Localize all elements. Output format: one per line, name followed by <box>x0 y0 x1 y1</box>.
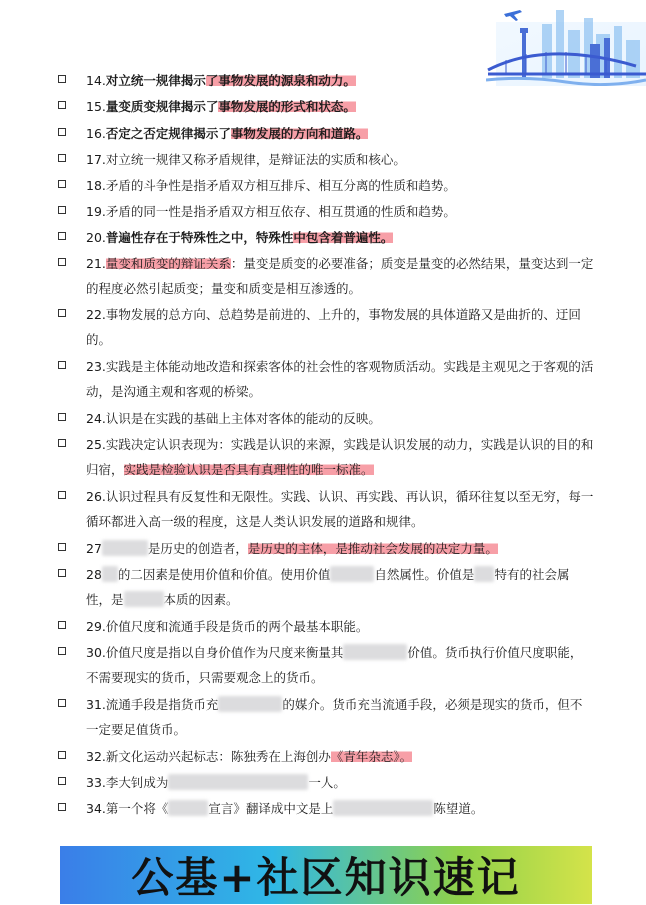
checkbox-icon[interactable] <box>58 75 66 83</box>
redacted-blur <box>333 800 433 816</box>
redacted-blur <box>168 800 208 816</box>
item-text-segment: 量变质变规律揭示了 <box>105 99 219 114</box>
item-text-segment: 事物发展的总方向、总趋势是前进的、上升的，事物发展的具体道路又是曲折的、迂回的。 <box>86 307 581 347</box>
highlighted-text: 事物发展的方向和道路。 <box>230 126 369 141</box>
checkbox-icon[interactable] <box>58 361 66 369</box>
redacted-blur <box>168 774 308 790</box>
item-number: 26. <box>86 489 106 504</box>
item-number: 31. <box>86 697 106 712</box>
item-number: 32. <box>86 749 106 764</box>
title-banner <box>60 846 592 904</box>
item-number: 24. <box>86 411 106 426</box>
highlighted-text: 量变和质变的辩证关系 <box>105 256 231 271</box>
item-number: 15. <box>86 99 106 114</box>
highlighted-text: 实践是检验认识是否具有真理性的唯一标准。 <box>123 462 374 477</box>
redacted-blur <box>102 540 148 556</box>
item-text-segment: 普遍性存在于特殊性之中，特殊性 <box>105 230 294 245</box>
redacted-blur <box>218 696 282 712</box>
item-text <box>86 744 594 769</box>
item-text-segment: 李大钊成为 <box>105 775 169 790</box>
item-text <box>86 251 594 301</box>
item-number: 17. <box>86 152 106 167</box>
item-text-segment: 否定之否定规律揭示了 <box>105 126 231 141</box>
item-text-segment: 价值尺度是指以自身价值作为尺度来衡量其 <box>105 645 344 660</box>
item-text <box>86 770 594 795</box>
redacted-blur <box>474 566 494 582</box>
checkbox-icon[interactable] <box>58 309 66 317</box>
item-text <box>86 536 594 561</box>
item-text <box>86 94 594 119</box>
highlighted-text: 事物发展的形式和状态。 <box>218 99 356 114</box>
item-number: 18. <box>86 178 106 193</box>
item-number: 22. <box>86 307 106 322</box>
item-text <box>86 692 594 742</box>
item-text <box>86 432 594 482</box>
item-text-segment: 陈望道。 <box>433 801 484 816</box>
item-number: 20. <box>86 230 106 245</box>
item-text-segment: 是历史的创造者， <box>147 541 248 556</box>
item-text-segment: 认识过程具有反复性和无限性。实践、认识、再实践、再认识，循环往复以至无穷，每一循环都进入高一级的程度，这是人类认识发展的道路和规律。 <box>86 489 594 529</box>
highlighted-text: 是历史的主体，是推动社会发展的决定力量。 <box>247 541 498 556</box>
item-number: 30. <box>86 645 106 660</box>
item-text-segment: 新文化运动兴起标志：陈独秀在上海创办 <box>105 749 331 764</box>
item-text <box>86 406 594 431</box>
checkbox-icon[interactable] <box>58 647 66 655</box>
item-text <box>86 484 594 534</box>
checkbox-icon[interactable] <box>58 699 66 707</box>
checkbox-icon[interactable] <box>58 569 66 577</box>
checkbox-icon[interactable] <box>58 439 66 447</box>
checkbox-icon[interactable] <box>58 206 66 214</box>
item-text-segment: 的二因素是使用价值和价值。使用价值 <box>117 567 331 582</box>
checkbox-icon[interactable] <box>58 232 66 240</box>
checkbox-icon[interactable] <box>58 101 66 109</box>
checkbox-icon[interactable] <box>58 621 66 629</box>
redacted-blur <box>343 644 407 660</box>
airplane-icon <box>504 10 522 21</box>
highlighted-text: 《青年杂志》。 <box>330 749 413 764</box>
item-number: 29. <box>86 619 106 634</box>
item-number: 21. <box>86 256 106 271</box>
item-text <box>86 354 594 404</box>
item-text-segment: 矛盾的斗争性是指矛盾双方相互排斥、相互分离的性质和趋势。 <box>105 178 456 193</box>
item-text-segment: 对立统一规律又称矛盾规律，是辩证法的实质和核心。 <box>105 152 406 167</box>
item-text <box>86 302 594 352</box>
checkbox-icon[interactable] <box>58 751 66 759</box>
item-number: 27 <box>86 541 102 556</box>
item-number: 33. <box>86 775 106 790</box>
item-number: 19. <box>86 204 106 219</box>
item-text <box>86 225 594 250</box>
item-text <box>86 562 594 612</box>
checkbox-icon[interactable] <box>58 413 66 421</box>
item-text-segment: 认识是在实践的基础上主体对客体的能动的反映。 <box>105 411 381 426</box>
item-text-segment: 价值。货币执行价值尺度职能，不需要现实的货币，只需要观念上的货币。 <box>86 645 583 685</box>
redacted-blur <box>124 591 164 607</box>
item-number: 14. <box>86 73 106 88</box>
redacted-blur <box>330 566 374 582</box>
item-text <box>86 173 594 198</box>
item-text-segment: 实践是主体能动地改造和探索客体的社会性的客观物质活动。实践是主观见之于客观的活动，是沟通主观和客观的桥梁。 <box>86 359 594 399</box>
item-number: 25. <box>86 437 106 452</box>
item-number: 28 <box>86 567 102 582</box>
checkbox-icon[interactable] <box>58 543 66 551</box>
highlighted-text: 中包含着普遍性。 <box>293 230 394 245</box>
item-text-segment: 对立统一规律揭示 <box>105 73 206 88</box>
item-text-segment: 流通手段是指货币充 <box>105 697 219 712</box>
checkbox-icon[interactable] <box>58 180 66 188</box>
item-text <box>86 614 594 639</box>
item-text-segment: 价值尺度和流通手段是货币的两个最基本职能。 <box>105 619 369 634</box>
item-text <box>86 796 594 821</box>
item-text-segment: ：量变是质变的必要准备；质变是量变的必然结果，量变达到一定的程度必然引起质变；量变和质变是相互渗透的。 <box>86 256 594 296</box>
item-text-segment: 矛盾的同一性是指矛盾双方相互依存、相互贯通的性质和趋势。 <box>105 204 456 219</box>
item-number: 16. <box>86 126 106 141</box>
item-text-segment: 特有的社会属性，是 <box>86 567 570 607</box>
checkbox-icon[interactable] <box>58 777 66 785</box>
banner-title: 公基+社区知识速记 <box>131 853 521 902</box>
item-text-segment: 的媒介。货币充当流通手段，必须是现实的货币，但不一定要足值货币。 <box>86 697 583 737</box>
item-number: 34. <box>86 801 106 816</box>
item-text-segment: 一人。 <box>308 775 346 790</box>
item-text-segment: 自然属性。价值是 <box>374 567 475 582</box>
item-text <box>86 199 594 224</box>
item-text <box>86 147 594 172</box>
item-text <box>86 68 594 93</box>
checkbox-icon[interactable] <box>58 128 66 136</box>
item-text <box>86 640 594 690</box>
checkbox-icon[interactable] <box>58 154 66 162</box>
item-number: 23. <box>86 359 106 374</box>
item-text-segment: 实践决定认识表现为：实践是认识的来源，实践是认识发展的动力，实践是认识的目的和归宿， <box>86 437 594 477</box>
item-text <box>86 121 594 146</box>
redacted-blur <box>102 566 118 582</box>
item-text-segment: 第一个将《 <box>105 801 169 816</box>
item-text-segment: 本质的因素。 <box>163 592 239 607</box>
checkbox-icon[interactable] <box>58 491 66 499</box>
checkbox-icon[interactable] <box>58 258 66 266</box>
checkbox-icon[interactable] <box>58 803 66 811</box>
highlighted-text: 了事物发展的源泉和动力。 <box>205 73 356 88</box>
item-text-segment: 宣言》翻译成中文是上 <box>208 801 334 816</box>
